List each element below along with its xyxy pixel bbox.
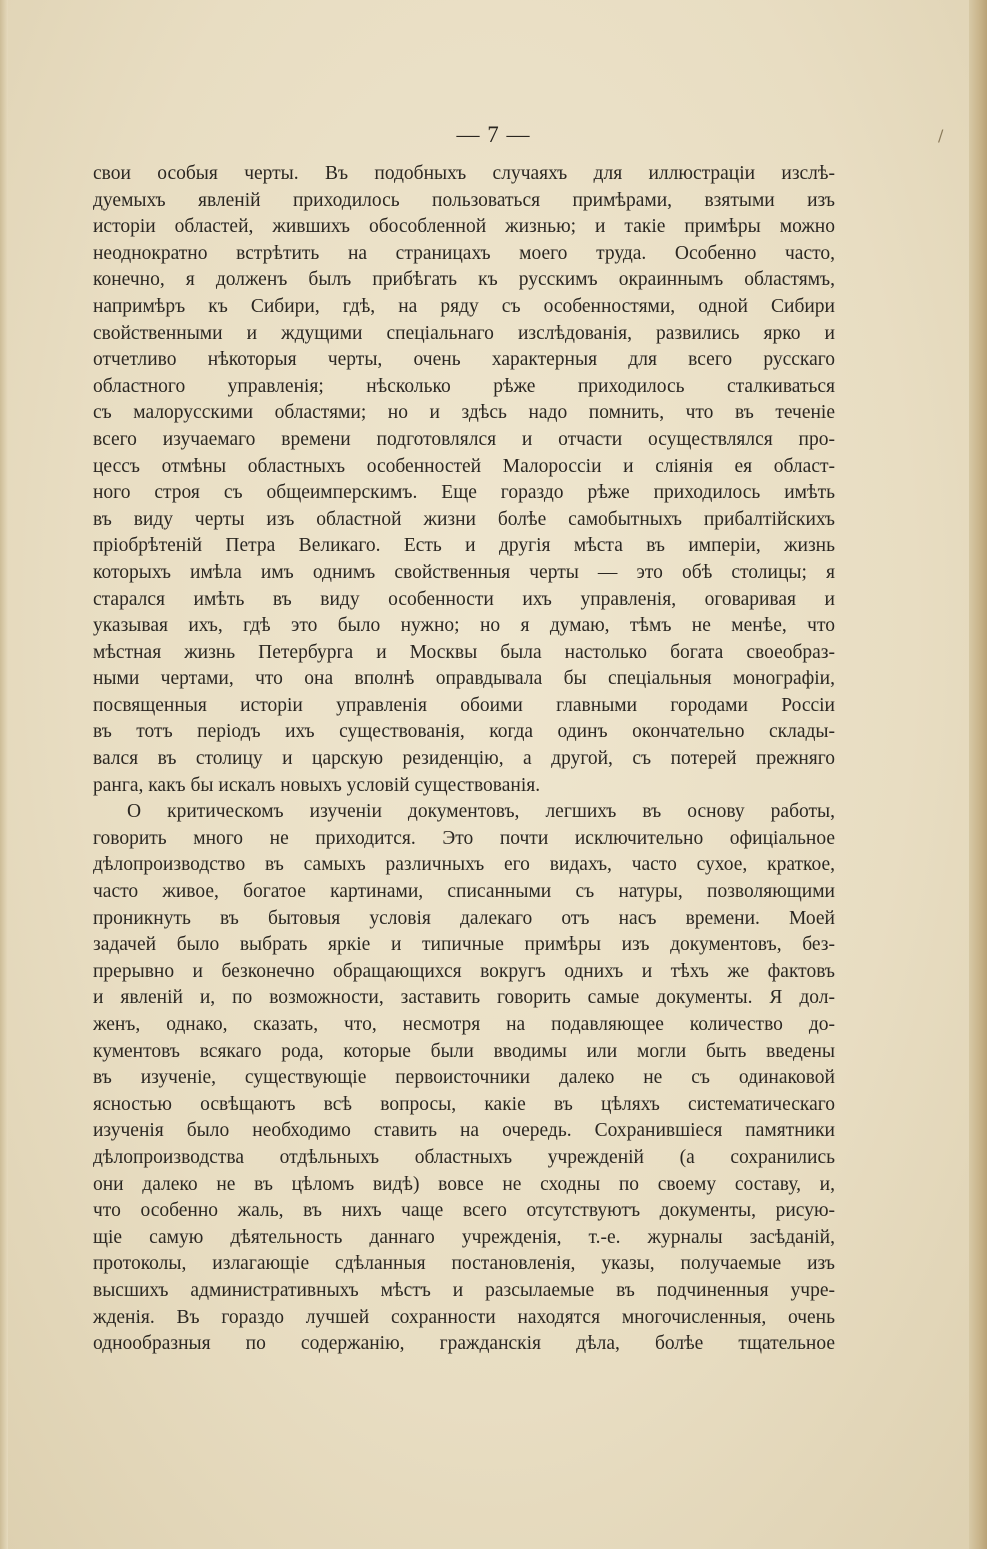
text-line: свои особыя черты. Въ подобныхъ случаяхъ для иллюстраціи изслѣ- <box>93 163 835 184</box>
text-line: ясностью освѣщаютъ всѣ вопросы, какіе въ цѣляхъ систематическаго <box>93 1093 835 1115</box>
text-line: изученія было необходимо ставить на очередь. Сохранившіеся памятники <box>93 1120 835 1142</box>
text-line: жденія. Въ гораздо лучшей сохранности находятся многочисленныя, очень <box>93 1306 835 1328</box>
text-line: неоднократно встрѣтить на страницахъ моего труда. Особенно часто, <box>93 242 835 264</box>
paragraph-2 <box>93 799 835 1357</box>
text-line: областного управленія; нѣсколько рѣже приходилось сталкиваться <box>93 375 835 397</box>
text-line: напримѣръ къ Сибири, гдѣ, на ряду съ особенностями, одной Сибири <box>93 295 835 317</box>
text-line: часто живое, богатое картинами, списанными съ натуры, позволяющими <box>93 881 835 903</box>
text-line: задачей было выбрать яркіе и типичные примѣры изъ документовъ, без- <box>93 934 835 956</box>
text-line: дуемыхъ явленій приходилось пользоваться примѣрами, взятыми изъ <box>93 189 835 211</box>
text-line: посвященныя исторіи управленія обоими главными городами Россіи <box>93 694 835 716</box>
text-line: всего изучаемаго времени подготовлялся и отчасти осуществлялся про- <box>93 428 835 450</box>
text-line: въ виду черты изъ областной жизни болѣе самобытныхъ прибалтійскихъ <box>93 508 835 530</box>
text-line: отчетливо нѣкоторыя черты, очень характерныя для всего русскаго <box>93 349 835 371</box>
text-line: прерывно и безконечно обращающихся вокругъ однихъ и тѣхъ же фактовъ <box>93 960 835 982</box>
text-line: протоколы, излагающіе сдѣланныя постановленія, указы, получаемые изъ <box>93 1253 835 1275</box>
text-line: ными чертами, что она вполнѣ оправдывала бы спеціальныя монографіи, <box>93 668 835 690</box>
text-line: что особенно жаль, въ нихъ чаще всего отсутствуютъ документы, рисую- <box>93 1200 835 1222</box>
page-right-edge <box>969 0 987 1549</box>
text-line: говорить много не приходится. Это почти исключительно офиціальное <box>93 827 835 849</box>
text-line: однообразныя по содержанію, гражданскія дѣла, болѣе тщательное <box>93 1333 835 1355</box>
body-text <box>93 161 835 1358</box>
text-line: съ малорусскими областями; но и здѣсь надо помнить, что въ теченіе <box>93 402 835 424</box>
text-line: кументовъ всякаго рода, которые были вводимы или могли быть введены <box>93 1040 835 1062</box>
text-line: щіе самую дѣятельность даннаго учрежденія, т.-е. журналы засѣданій, <box>93 1226 835 1248</box>
text-line: ного строя съ общеимперскимъ. Еще гораздо рѣже приходилось имѣть <box>93 482 835 504</box>
text-line: въ изученіе, существующіе первоисточники далеко не съ одинаковой <box>93 1067 835 1089</box>
text-line: конечно, я долженъ былъ прибѣгать къ русскимъ окраиннымъ областямъ, <box>93 269 835 291</box>
text-line: указывая ихъ, гдѣ это было нужно; но я думаю, тѣмъ не менѣе, что <box>93 615 835 637</box>
text-line: въ тотъ періодъ ихъ существованія, когда одинъ окончательно склады- <box>93 721 835 743</box>
text-line: проникнуть въ бытовыя условія далекаго отъ насъ времени. Моей <box>93 907 835 929</box>
text-line: пріобрѣтеній Петра Великаго. Есть и другія мѣста въ имперіи, жизнь <box>93 535 835 557</box>
text-line: исторіи областей, жившихъ обособленной жизнью; и такіе примѣры можно <box>93 216 835 238</box>
page-number: — 7 — <box>456 122 531 147</box>
corner-pencil-mark: / <box>938 126 944 145</box>
paragraph-1 <box>93 161 835 799</box>
text-line: вался въ столицу и царскую резиденцію, а другой, съ потерей прежняго <box>93 748 835 770</box>
page-left-edge <box>0 0 8 1549</box>
text-line: дѣлопроизводство въ самыхъ различныхъ его видахъ, часто сухое, краткое, <box>93 854 835 876</box>
text-line: они далеко не въ цѣломъ видѣ) вовсе не сходны по своему составу, и, <box>93 1173 835 1195</box>
text-line: мѣстная жизнь Петербурга и Москвы была настолько богата своеобраз- <box>93 641 835 663</box>
text-line: дѣлопроизводства отдѣльныхъ областныхъ учрежденій (а сохранились <box>93 1146 835 1168</box>
text-line: и явленій и, по возможности, заставить говорить самые документы. Я дол- <box>93 987 835 1009</box>
text-line: свойственными и ждущими спеціальнаго изслѣдованія, развились ярко и <box>93 322 835 344</box>
text-line: ранга, какъ бы искалъ новыхъ условій существованія. <box>93 774 541 796</box>
text-line: высшихъ административныхъ мѣстъ и разсылаемые въ подчиненныя учре- <box>93 1279 835 1301</box>
text-line: цессъ отмѣны областныхъ особенностей Малороссіи и сліянія ея област- <box>93 455 835 477</box>
text-line: старался имѣть въ виду особенности ихъ управленія, оговаривая и <box>93 588 835 610</box>
text-line: О критическомъ изученіи документовъ, легшихъ въ основу работы, <box>127 801 835 823</box>
text-line: которыхъ имѣла имъ однимъ свойственныя черты — это обѣ столицы; я <box>93 561 835 583</box>
text-line: женъ, однако, сказать, что, несмотря на подавляющее количество до- <box>93 1014 835 1035</box>
